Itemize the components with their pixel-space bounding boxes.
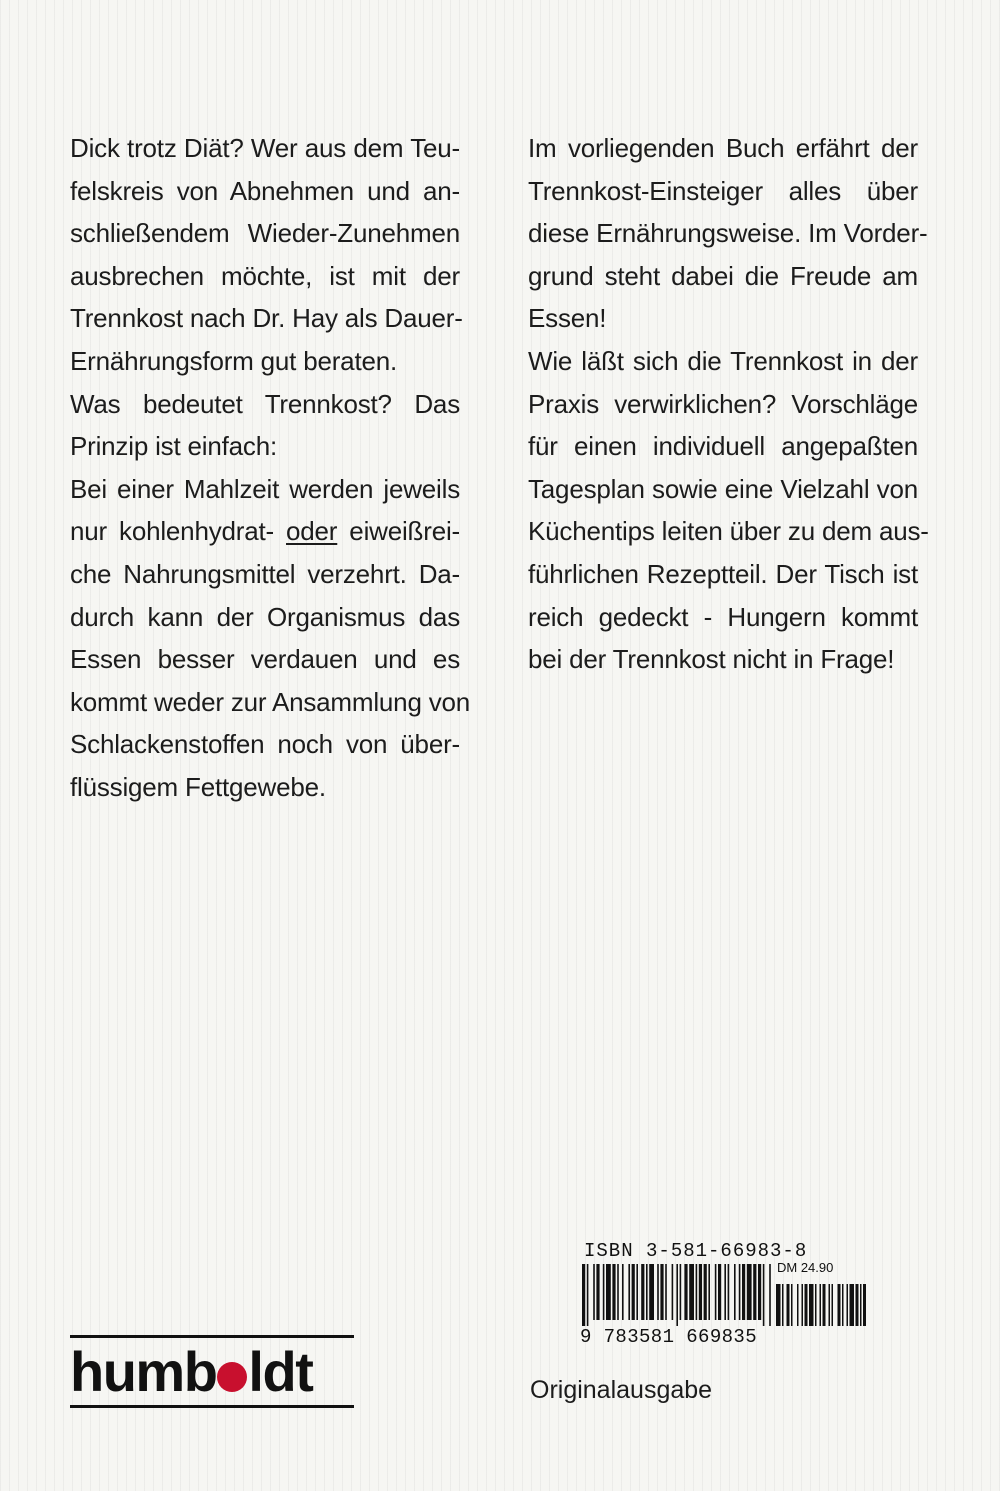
barcode-bar — [628, 1264, 630, 1320]
barcode-bar — [704, 1264, 707, 1320]
barcode-bar — [660, 1264, 663, 1320]
barcode-bar — [587, 1264, 589, 1326]
addon-barcode-bar — [809, 1284, 814, 1326]
barcode-bar — [646, 1264, 648, 1320]
text-line: Im vorliegenden Buch erfährt der — [528, 133, 918, 163]
barcode-bar — [689, 1264, 694, 1320]
barcode-bar — [665, 1264, 667, 1320]
logo-red-dot-icon — [217, 1362, 247, 1392]
text-line: bei der Trennkost nicht in Frage! — [528, 644, 895, 675]
barcode-digits: 9 783581 669835 — [580, 1326, 758, 1348]
barcode-bar — [593, 1264, 595, 1320]
text-line: Essen! — [528, 303, 607, 334]
barcode-bar — [739, 1264, 741, 1320]
addon-barcode-bar — [782, 1284, 784, 1326]
text-line: Wie läßt sich die Trennkost in der — [528, 345, 918, 376]
addon-barcode-bar — [850, 1284, 855, 1326]
barcode-bar — [649, 1264, 654, 1320]
barcode-bar — [636, 1264, 638, 1320]
barcode-bar — [622, 1264, 624, 1320]
text-line: Schlackenstoffen noch von über- — [70, 729, 460, 760]
addon-barcode-bar — [815, 1284, 817, 1326]
logo-rule-bottom — [70, 1405, 354, 1408]
text-line: grund steht dabei die Freude am — [528, 260, 918, 291]
barcode-bar — [758, 1264, 761, 1320]
addon-barcode-bar — [838, 1284, 841, 1326]
emphasis-underlined: oder — [286, 516, 338, 547]
text-line: Bei einer Mahlzeit werden jeweils — [70, 473, 460, 504]
barcode-bar — [676, 1264, 678, 1326]
addon-barcode-bar — [832, 1284, 834, 1326]
text-line: Was bedeutet Trennkost? Das — [70, 388, 460, 419]
addon-barcode-bar — [805, 1284, 808, 1326]
blurb-left-column — [70, 127, 471, 809]
barcode-bar — [641, 1264, 644, 1320]
text-line: Trennkost nach Dr. Hay als Dauer- — [70, 303, 463, 334]
barcode-bar — [753, 1264, 756, 1320]
barcode-bar — [617, 1264, 619, 1320]
addon-barcode-bar — [797, 1284, 799, 1326]
barcode-bar — [684, 1264, 687, 1320]
logo-text-end: ldt — [248, 1340, 313, 1403]
barcode-bar — [606, 1264, 611, 1320]
text-line: Trennkost-Einsteiger alles über — [528, 175, 918, 206]
blurb-right-column — [528, 127, 929, 681]
barcode-bar — [582, 1264, 585, 1326]
text-fragment: eiweißrei- — [337, 516, 460, 547]
addon-barcode-bar — [863, 1284, 866, 1326]
text-line: Ernährungsform gut beraten. — [70, 345, 398, 376]
barcode-bar — [715, 1264, 717, 1320]
logo-text-start: humb — [70, 1340, 217, 1403]
isbn-number: ISBN 3-581-66983-8 — [584, 1240, 808, 1262]
addon-barcode-bar — [823, 1284, 826, 1326]
ean-barcode — [580, 1264, 880, 1328]
text-line: reich gedeckt - Hungern kommt — [528, 601, 918, 632]
text-fragment: nur kohlenhydrat- — [70, 516, 287, 547]
barcode-bar — [680, 1264, 682, 1320]
text-line: schließendem Wieder-Zunehmen — [70, 218, 460, 249]
text-line: führlichen Rezeptteil. Der Tisch ist — [528, 558, 918, 589]
barcode-bar — [657, 1264, 659, 1320]
barcode-bar — [724, 1264, 726, 1320]
text-line: ausbrechen möchte, ist mit der — [70, 260, 460, 291]
barcode-bar — [742, 1264, 745, 1320]
addon-barcode-bar — [847, 1284, 849, 1326]
text-line: Praxis verwirklichen? Vorschläge — [528, 388, 918, 419]
barcode-bar — [612, 1264, 615, 1320]
addon-barcode-bar — [802, 1284, 804, 1326]
logo-rule-top — [70, 1335, 354, 1338]
addon-barcode-bar — [820, 1284, 822, 1326]
text-line: Dick trotz Diät? Wer aus dem Teu- — [70, 133, 460, 163]
barcode-bar — [596, 1264, 599, 1320]
barcode-bar — [696, 1264, 698, 1320]
text-line: Küchentips leiten über zu dem aus- — [528, 516, 929, 547]
text-line — [70, 510, 460, 553]
text-line: kommt weder zur Ansammlung von — [70, 686, 471, 717]
barcode-bar — [603, 1264, 605, 1320]
price-label: DM 24.90 — [777, 1260, 834, 1275]
text-line: für einen individuell angepaßten — [528, 431, 918, 462]
barcode-block — [580, 1240, 880, 1360]
text-line: felskreis von Abnehmen und an- — [70, 175, 460, 206]
text-line: che Nahrungsmittel verzehrt. Da- — [70, 558, 460, 589]
text-line: diese Ernährungsweise. Im Vorder- — [528, 218, 928, 249]
barcode-bar — [699, 1264, 702, 1320]
logo-wordmark — [70, 1341, 312, 1403]
text-line: flüssigem Fettgewebe. — [70, 771, 326, 802]
addon-barcode-bar — [856, 1284, 859, 1326]
text-line: durch kann der Organismus das — [70, 601, 460, 632]
barcode-bar — [708, 1264, 710, 1320]
barcode-bar — [718, 1264, 721, 1320]
barcode-bar — [747, 1264, 752, 1320]
addon-barcode-bar — [860, 1284, 862, 1326]
barcode-bar — [734, 1264, 736, 1320]
publisher-logo — [70, 1335, 356, 1415]
barcode-bar — [728, 1264, 730, 1320]
text-line: Tagesplan sowie eine Vielzahl von — [528, 473, 918, 504]
addon-barcode-bar — [829, 1284, 831, 1326]
edition-label: Originalausgabe — [530, 1376, 713, 1404]
barcode-bar — [763, 1264, 765, 1326]
text-line: Essen besser verdauen und es — [70, 644, 460, 675]
text-line: Prinzip ist einfach: — [70, 431, 277, 462]
barcode-bar — [672, 1264, 674, 1320]
addon-barcode-bar — [791, 1284, 793, 1326]
barcode-bar — [632, 1264, 635, 1320]
addon-barcode-bar — [776, 1284, 781, 1326]
addon-barcode-bar — [787, 1284, 790, 1326]
addon-barcode-bar — [842, 1284, 844, 1326]
barcode-bar — [769, 1264, 771, 1326]
